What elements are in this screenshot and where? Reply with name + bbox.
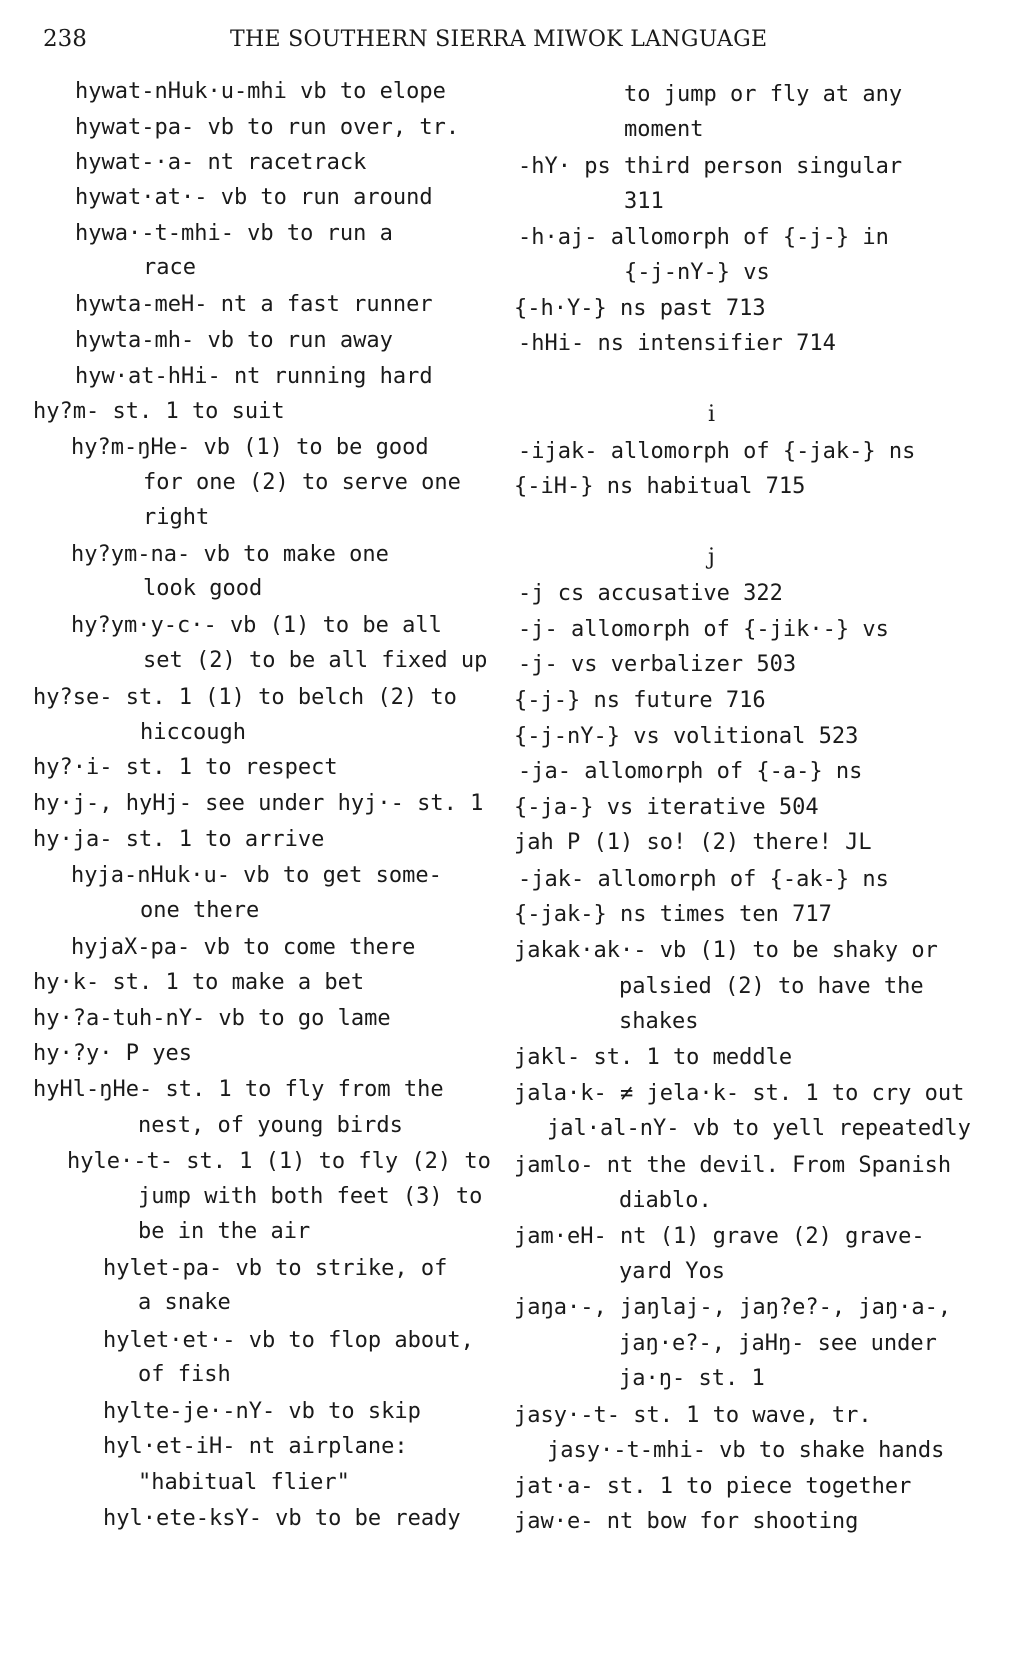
- dictionary-entry: jat·a- st. 1 to piece together: [514, 1474, 912, 1499]
- dictionary-entry: hyl·et-iH- nt airplane:: [103, 1434, 408, 1459]
- dictionary-entry: hy?se- st. 1 (1) to belch (2) to: [33, 685, 457, 710]
- dictionary-entry: hy·ja- st. 1 to arrive: [33, 827, 325, 852]
- dictionary-entry: hylet-pa- vb to strike, of: [103, 1256, 448, 1281]
- dictionary-entry: -h·aj- allomorph of {-j-} in: [518, 225, 889, 250]
- dictionary-entry: -hY· ps third person singular: [518, 154, 903, 179]
- entry-continuation: yard Yos: [619, 1259, 725, 1284]
- dictionary-entry: hyle·-t- st. 1 (1) to fly (2) to: [67, 1149, 491, 1174]
- entry-continuation: 311: [624, 189, 664, 214]
- dictionary-entry: {-iH-} ns habitual 715: [514, 474, 806, 499]
- dictionary-entry: hywa·-t-mhi- vb to run a: [75, 221, 393, 246]
- dictionary-entry: hylet·et·- vb to flop about,: [103, 1328, 474, 1353]
- entry-continuation: to jump or fly at any: [624, 82, 903, 107]
- dictionary-entry: hy·?a-tuh-nY- vb to go lame: [33, 1006, 391, 1031]
- entry-continuation: moment: [624, 117, 704, 142]
- dictionary-entry: hy?·i- st. 1 to respect: [33, 755, 338, 780]
- dictionary-entry: jakak·ak·- vb (1) to be shaky or: [514, 938, 938, 963]
- dictionary-entry: hywat-·a- nt racetrack: [75, 150, 367, 175]
- dictionary-entry: hywta-meH- nt a fast runner: [75, 292, 433, 317]
- entry-continuation: a snake: [138, 1290, 231, 1315]
- page-header: [0, 24, 1032, 64]
- dictionary-entry: -hHi- ns intensifier 714: [518, 331, 836, 356]
- dictionary-entry: jala·k- ≠ jela·k- st. 1 to cry out: [514, 1081, 965, 1106]
- dictionary-entry: hy?m-ŋHe- vb (1) to be good: [71, 435, 429, 460]
- dictionary-entry: hy?ym-na- vb to make one: [71, 542, 389, 567]
- dictionary-entry: jasy·-t-mhi- vb to shake hands: [547, 1438, 945, 1463]
- page-number: 238: [43, 26, 87, 52]
- dictionary-entry: -ijak- allomorph of {-jak-} ns: [518, 439, 916, 464]
- entry-continuation: {-j-nY-} vs: [624, 260, 770, 285]
- dictionary-entry: -ja- allomorph of {-a-} ns: [518, 759, 863, 784]
- entry-continuation: hiccough: [140, 720, 246, 745]
- dictionary-entry: -j- allomorph of {-jik·-} vs: [518, 617, 889, 642]
- dictionary-entry: hy·j-, hyHj- see under hyj·- st. 1: [33, 791, 484, 816]
- dictionary-entry: -j cs accusative 322: [518, 581, 783, 606]
- section-letter-i: i: [708, 402, 716, 427]
- dictionary-entry: {-h·Y-} ns past 713: [514, 296, 766, 321]
- entry-continuation: nest, of young birds: [138, 1113, 403, 1138]
- entry-continuation: diablo.: [619, 1188, 712, 1213]
- entry-continuation: race: [143, 255, 196, 280]
- entry-continuation: of fish: [138, 1362, 231, 1387]
- entry-continuation: jaŋ·e?-, jaHŋ- see under: [619, 1331, 937, 1356]
- dictionary-entry: jaŋa·-, jaŋlaj-, jaŋ?e?-, jaŋ·a-,: [514, 1295, 952, 1320]
- dictionary-entry: {-jak-} ns times ten 717: [514, 902, 832, 927]
- dictionary-entry: -jak- allomorph of {-ak-} ns: [518, 867, 889, 892]
- dictionary-entry: hywta-mh- vb to run away: [75, 328, 393, 353]
- entry-continuation: palsied (2) to have the: [619, 974, 924, 999]
- dictionary-entry: jah P (1) so! (2) there! JL: [514, 830, 872, 855]
- entry-continuation: for one (2) to serve one: [143, 470, 461, 495]
- entry-continuation: set (2) to be all fixed up: [143, 648, 488, 673]
- dictionary-entry: hyl·ete-ksY- vb to be ready: [103, 1506, 461, 1531]
- dictionary-entry: -j- vs verbalizer 503: [518, 652, 797, 677]
- dictionary-entry: hylte-je·-nY- vb to skip: [103, 1399, 421, 1424]
- dictionary-entry: jam·eH- nt (1) grave (2) grave-: [514, 1224, 925, 1249]
- entry-continuation: jump with both feet (3) to: [138, 1184, 483, 1209]
- dictionary-entry: jal·al-nY- vb to yell repeatedly: [547, 1116, 971, 1141]
- entry-continuation: ja·ŋ- st. 1: [619, 1366, 765, 1391]
- dictionary-entry: hywat-nHuk·u-mhi vb to elope: [75, 79, 446, 104]
- dictionary-entry: hywat·at·- vb to run around: [75, 185, 433, 210]
- dictionary-entry: jamlo- nt the devil. From Spanish: [514, 1153, 952, 1178]
- dictionary-entry: hy·k- st. 1 to make a bet: [33, 970, 365, 995]
- dictionary-entry: hy?ym·y-c·- vb (1) to be all: [71, 613, 442, 638]
- dictionary-entry: hyjaX-pa- vb to come there: [71, 935, 416, 960]
- dictionary-entry: hyw·at-hHi- nt running hard: [75, 364, 433, 389]
- dictionary-entry: jaw·e- nt bow for shooting: [514, 1509, 859, 1534]
- dictionary-entry: hy·?y· P yes: [33, 1041, 192, 1066]
- entry-continuation: "habitual flier": [138, 1470, 350, 1495]
- dictionary-entry: hywat-pa- vb to run over, tr.: [75, 115, 460, 140]
- dictionary-entry: jakl- st. 1 to meddle: [514, 1045, 793, 1070]
- running-title: THE SOUTHERN SIERRA MIWOK LANGUAGE: [230, 27, 768, 52]
- entry-continuation: one there: [140, 898, 260, 923]
- entry-continuation: be in the air: [138, 1219, 311, 1244]
- dictionary-entry: hy?m- st. 1 to suit: [33, 399, 285, 424]
- dictionary-entry: {-j-} ns future 716: [514, 688, 766, 713]
- dictionary-entry: hyHl-ŋHe- st. 1 to fly from the: [33, 1077, 444, 1102]
- dictionary-entry: {-j-nY-} vs volitional 523: [514, 724, 859, 749]
- dictionary-entry: jasy·-t- st. 1 to wave, tr.: [514, 1403, 872, 1428]
- entry-continuation: right: [143, 505, 210, 530]
- entry-continuation: look good: [143, 576, 263, 601]
- section-letter-j: j: [708, 545, 715, 570]
- dictionary-entry: {-ja-} vs iterative 504: [514, 795, 819, 820]
- entry-continuation: shakes: [619, 1009, 699, 1034]
- dictionary-entry: hyja-nHuk·u- vb to get some-: [71, 863, 442, 888]
